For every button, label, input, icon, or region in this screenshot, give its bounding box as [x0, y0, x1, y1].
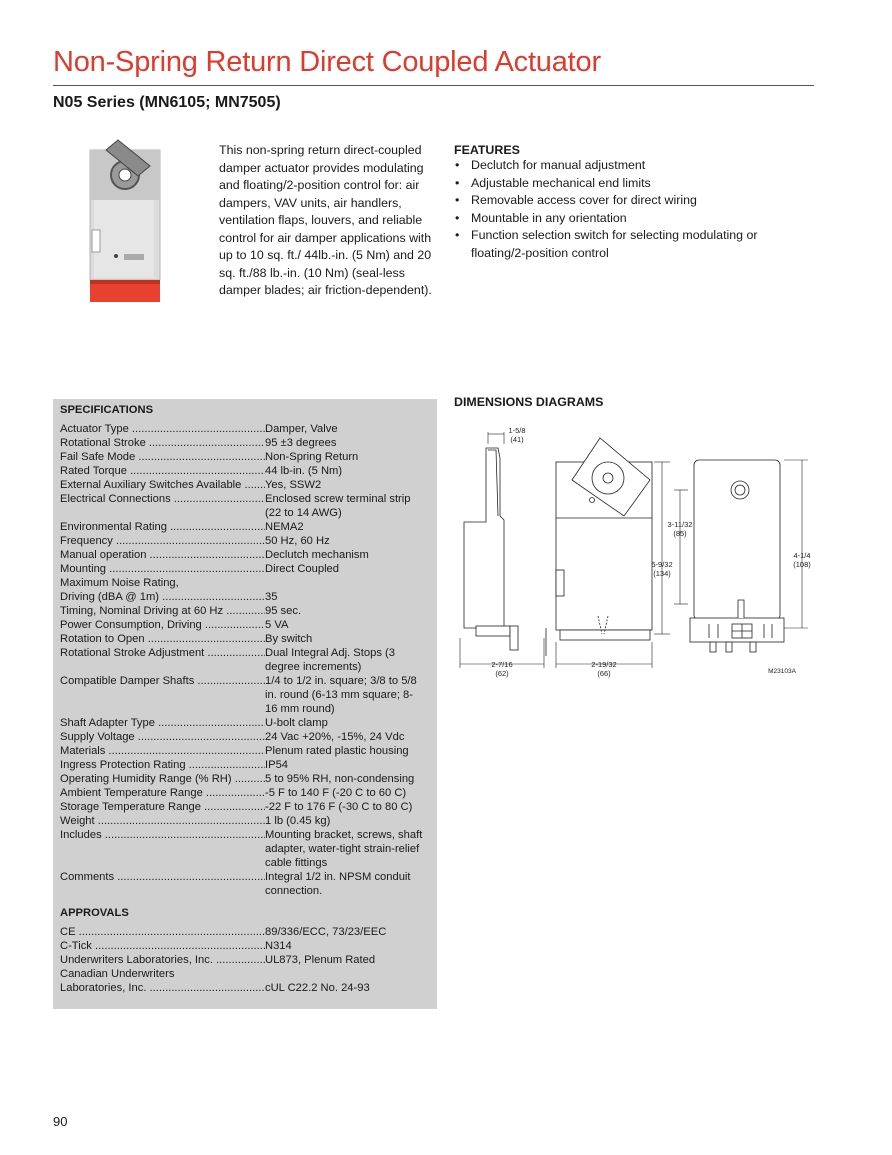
spec-value: Enclosed screw terminal strip (22 to 14 AWG) [265, 493, 411, 519]
spec-value: 1 lb (0.45 kg) [265, 815, 331, 827]
spec-value: Plenum rated plastic housing [265, 745, 409, 757]
approvals-table [60, 925, 424, 995]
spec-row [60, 534, 424, 548]
approval-label: Underwriters Laboratories, Inc. ..... [60, 953, 265, 967]
specifications-box [53, 399, 437, 1009]
spec-value [265, 576, 423, 590]
approval-row [60, 953, 424, 967]
spec-value: 1/4 to 1/2 in. square; 3/8 to 5/8 in. round (6-13 mm square; 8-16 mm round) [265, 675, 417, 715]
approval-value: UL873, Plenum Rated [265, 954, 376, 966]
spec-row [60, 828, 424, 870]
spec-row [60, 562, 424, 576]
spec-row [60, 464, 424, 478]
dim-back-height-mm: (108) [793, 560, 811, 569]
approval-label: CE ..... [60, 925, 265, 939]
spec-row [60, 492, 424, 520]
spec-value: NEMA2 [265, 521, 304, 533]
spec-value: 5 VA [265, 619, 289, 631]
dim-side-depth: 2-7/16 [491, 660, 513, 669]
spec-row [60, 520, 424, 534]
dim-upper-height: 3-11/32 [667, 520, 693, 529]
spec-row [60, 870, 424, 898]
spec-label: Fail Safe Mode ..... [60, 450, 265, 464]
approval-row [60, 925, 424, 939]
intro-paragraph: This non-spring return direct-coupled damper actuator provides modulating and floating/2-position control for: air dampers, VAV units, air handlers, ventilation flaps, louvers, and reliable control for air damper applications with up to 10 sq. ft./ 44lb.-in. (5 Nm) and 20 sq. ft./88 lb.-in. (10 Nm) (seal-less damper blades; air friction-dependent). [219, 143, 432, 297]
dim-top-width-mm: (41) [510, 435, 524, 444]
page-number: 90 [53, 1114, 68, 1129]
features-heading: FEATURES [454, 143, 520, 157]
spec-value: Integral 1/2 in. NPSM conduit connection. [265, 871, 411, 897]
spec-row [60, 758, 424, 772]
dim-side-height-mm: (134) [653, 569, 671, 578]
spec-label: Timing, Nominal Driving at 60 Hz ..... [60, 604, 265, 618]
spec-label: Supply Voltage ..... [60, 730, 265, 744]
spec-value: IP54 [265, 759, 289, 771]
feature-item: • Removable access cover for direct wiring [454, 192, 814, 210]
spec-value: Declutch mechanism [265, 549, 369, 561]
feature-item: • Function selection switch for selecting modulating or floating/2-position control [454, 227, 814, 262]
spec-row [60, 590, 424, 604]
actuator-product-image [78, 138, 178, 308]
title-rule [53, 85, 814, 86]
spec-row [60, 576, 424, 590]
spec-row [60, 478, 424, 492]
spec-row [60, 604, 424, 618]
approval-label: Canadian Underwriters [60, 968, 175, 980]
approval-row [60, 939, 424, 953]
dim-side-height: 5-9/32 [651, 560, 673, 569]
spec-value: Mounting bracket, screws, shaft adapter, water-tight strain-relief cable fittings [265, 829, 423, 869]
approval-row [60, 967, 424, 981]
spec-label: Rotation to Open ..... [60, 632, 265, 646]
back-view-drawing [690, 460, 784, 652]
feature-item: • Adjustable mechanical end limits [454, 175, 814, 193]
spec-label: External Auxiliary Switches Available ..... [60, 478, 265, 492]
spec-label: Shaft Adapter Type ..... [60, 716, 265, 730]
approval-value: cUL C22.2 No. 24-93 [265, 982, 370, 994]
spec-value: 95 sec. [265, 605, 302, 617]
spec-label: Mounting ..... [60, 562, 265, 576]
spec-row [60, 618, 424, 632]
spec-value: Damper, Valve [265, 423, 338, 435]
spec-label: Rotational Stroke Adjustment ..... [60, 646, 265, 674]
spec-row [60, 674, 424, 716]
approval-label: Laboratories, Inc. ..... [60, 981, 265, 995]
spec-row [60, 786, 424, 800]
approvals-heading: APPROVALS [60, 907, 129, 919]
spec-row [60, 422, 424, 436]
figure-code: M23103A [768, 668, 796, 675]
spec-value: -22 F to 176 F (-30 C to 80 C) [265, 801, 413, 813]
dim-front-width: 2-19/32 [591, 660, 617, 669]
dim-front-width-mm: (66) [597, 669, 611, 678]
spec-label: Maximum Noise Rating, [60, 577, 179, 589]
spec-value: 44 lb-in. (5 Nm) [265, 465, 343, 477]
features-list [454, 157, 814, 262]
dim-upper-height-mm: (85) [673, 529, 687, 538]
spec-label: Storage Temperature Range ..... [60, 800, 265, 814]
spec-value: 24 Vac +20%, -15%, 24 Vdc [265, 731, 405, 743]
spec-value: U-bolt clamp [265, 717, 328, 729]
spec-row [60, 646, 424, 674]
spec-label: Frequency ..... [60, 534, 265, 548]
spec-value: Yes, SSW2 [265, 479, 322, 491]
spec-label: Rotational Stroke ..... [60, 436, 265, 450]
spec-label: Weight ..... [60, 814, 265, 828]
spec-value: Direct Coupled [265, 563, 339, 575]
spec-value: Non-Spring Return [265, 451, 359, 463]
spec-label: Operating Humidity Range (% RH) ..... [60, 772, 265, 786]
spec-label: Compatible Damper Shafts ..... [60, 674, 265, 716]
feature-item: • Mountable in any orientation [454, 210, 814, 228]
spec-row [60, 450, 424, 464]
spec-value: 5 to 95% RH, non-condensing [265, 773, 415, 785]
spec-label: Ambient Temperature Range ..... [60, 786, 265, 800]
dim-top-width: 1-5/8 [508, 426, 526, 435]
spec-label: Environmental Rating ..... [60, 520, 265, 534]
approval-value [265, 967, 423, 981]
spec-value: By switch [265, 633, 313, 645]
spec-label: Power Consumption, Driving ..... [60, 618, 265, 632]
spec-label: Electrical Connections ..... [60, 492, 265, 520]
feature-item: • Declutch for manual adjustment [454, 157, 814, 175]
spec-row [60, 436, 424, 450]
specifications-table [60, 422, 424, 898]
page-subtitle: N05 Series (MN6105; MN7505) [53, 94, 281, 111]
spec-value: 95 ±3 degrees [265, 437, 337, 449]
spec-row [60, 548, 424, 562]
side-view-drawing [464, 448, 546, 656]
spec-value: Dual Integral Adj. Stops (3 degree increments) [265, 647, 395, 673]
spec-row [60, 814, 424, 828]
spec-value: 35 [265, 591, 278, 603]
spec-row [60, 800, 424, 814]
dim-side-depth-mm: (62) [495, 669, 509, 678]
spec-label: Rated Torque ..... [60, 464, 265, 478]
spec-label: Actuator Type ..... [60, 422, 265, 436]
spec-label: Comments ..... [60, 870, 265, 898]
front-view-drawing [556, 438, 652, 640]
dimensions-diagram [454, 420, 820, 682]
features-section [454, 143, 814, 262]
spec-row [60, 730, 424, 744]
spec-label: Materials ..... [60, 744, 265, 758]
spec-label: Includes ..... [60, 828, 265, 870]
spec-row [60, 716, 424, 730]
spec-row [60, 772, 424, 786]
spec-label: Ingress Protection Rating ..... [60, 758, 265, 772]
spec-value: 50 Hz, 60 Hz [265, 535, 330, 547]
approval-row [60, 981, 424, 995]
approval-label: C-Tick ..... [60, 939, 265, 953]
approval-value: N314 [265, 940, 292, 952]
spec-label: Manual operation ..... [60, 548, 265, 562]
specifications-heading: SPECIFICATIONS [60, 404, 154, 416]
spec-row [60, 632, 424, 646]
approval-value: 89/336/ECC, 73/23/EEC [265, 926, 387, 938]
dimensions-heading: DIMENSIONS DIAGRAMS [454, 395, 604, 409]
spec-label: Driving (dBA @ 1m) ..... [60, 590, 265, 604]
spec-row [60, 744, 424, 758]
spec-value: -5 F to 140 F (-20 C to 60 C) [265, 787, 407, 799]
page-title: Non-Spring Return Direct Coupled Actuator [53, 46, 601, 78]
dim-back-height: 4-1/4 [793, 551, 811, 560]
